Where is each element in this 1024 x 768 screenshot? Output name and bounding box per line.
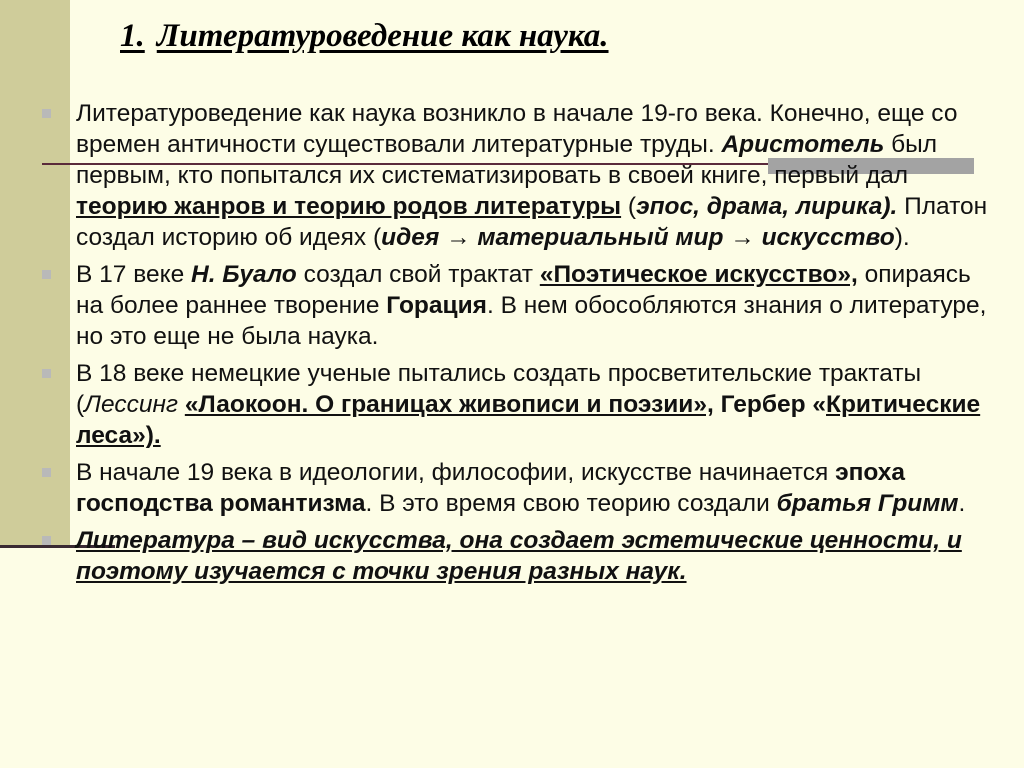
text-run: . bbox=[958, 490, 966, 517]
treatise-title: «Поэтическое искусство», bbox=[539, 261, 858, 288]
genre-theory-term: теорию жанров и теорию родов литературы bbox=[76, 193, 622, 220]
text-run: был первым, кто попытался их систематизировать в своей книге, первый дал bbox=[76, 131, 938, 189]
bullet-marker-icon bbox=[42, 109, 51, 118]
literature-definition: Литература – вид искусства, она создает эстетические ценности, и поэтому изучается с точки зрения разных наук. bbox=[76, 527, 962, 585]
title-text: Литературоведение как наука. bbox=[156, 18, 609, 54]
literary-kinds: эпос, драма, лирика). bbox=[636, 193, 898, 220]
bullet-item-2 bbox=[40, 259, 1000, 352]
bullet-item-5 bbox=[40, 525, 1000, 587]
bullet-marker-icon bbox=[42, 369, 51, 378]
critical-forests-title: Критические леса»). bbox=[76, 391, 981, 449]
bullet-marker-icon bbox=[42, 468, 51, 477]
bullet-item-3 bbox=[40, 358, 1000, 451]
text-run: ). bbox=[894, 224, 910, 251]
bullet-marker-icon bbox=[42, 270, 51, 279]
text-run: В начале 19 века в идеологии, философии, искусстве начинается bbox=[76, 459, 836, 486]
page-title bbox=[120, 18, 609, 55]
lessing-name: Лессинг bbox=[84, 391, 179, 418]
boileau-name: Н. Буало bbox=[191, 261, 297, 288]
bullet-list bbox=[40, 98, 1000, 593]
text-run bbox=[178, 391, 185, 418]
text-run: . В это время свою теорию создали bbox=[365, 490, 777, 517]
herder-name: Гербер « bbox=[713, 391, 827, 418]
title-number: 1. bbox=[120, 18, 145, 54]
romanticism-term: эпоха господства романтизма bbox=[76, 459, 906, 517]
idea-chain: идея → материальный мир → искусство bbox=[381, 224, 895, 251]
text-run: В 18 веке немецкие ученые пытались создать просветительские трактаты ( bbox=[76, 360, 922, 418]
text-run: ( bbox=[621, 193, 637, 220]
bullet-item-1 bbox=[40, 98, 1000, 253]
grimm-brothers-name: братья Гримм bbox=[776, 490, 959, 517]
horace-name: Горация bbox=[386, 292, 487, 319]
text-run: . В нем обособляются знания о литературе, но это еще не была наука. bbox=[76, 292, 987, 350]
bullet-marker-icon bbox=[42, 536, 51, 545]
text-run: Литературоведение как наука возникло в начале 19-го века. Конечно, еще со времен античности существовали литературные труды. bbox=[76, 100, 958, 158]
text-run: опираясь на более раннее творение bbox=[76, 261, 971, 319]
laocoon-title: «Лаокоон. О границах живописи и поэзии», bbox=[184, 391, 714, 418]
text-run: Платон создал историю об идеях ( bbox=[76, 193, 988, 251]
aristotle-name: Аристотель bbox=[721, 131, 885, 158]
bullet-item-4 bbox=[40, 457, 1000, 519]
text-run: В 17 веке bbox=[76, 261, 191, 288]
text-run: создал свой трактат bbox=[296, 261, 540, 288]
